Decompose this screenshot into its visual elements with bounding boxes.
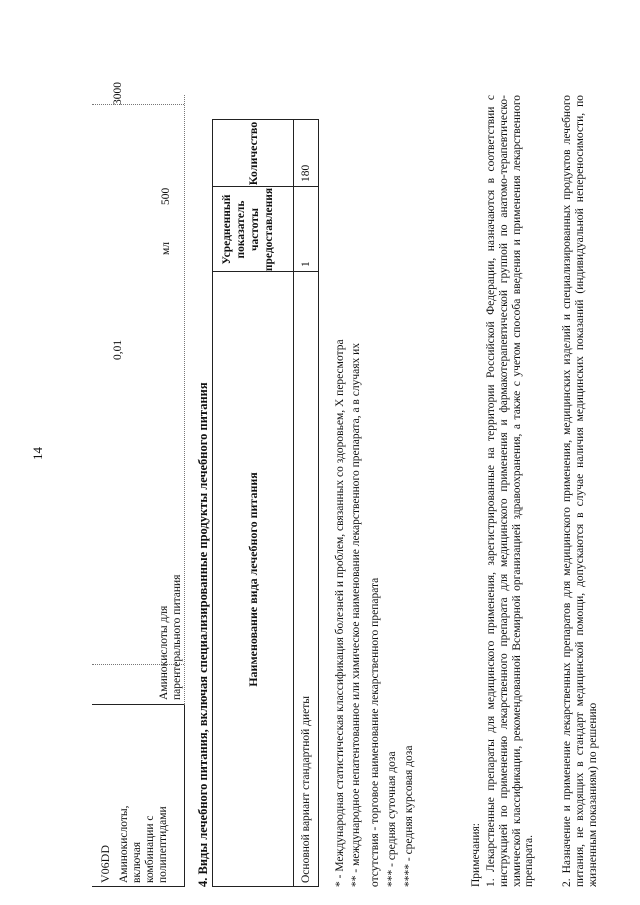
drug-table-dotted-bottom: [184, 95, 185, 705]
nutrition-table-top-border: [212, 119, 213, 887]
atc-code: V06DD: [98, 845, 112, 883]
nutrition-table-header-border: [293, 119, 294, 887]
nutrition-table-bottom-border: [318, 119, 319, 887]
header-food-type-name: Наименование вида лечебного питания: [246, 472, 260, 687]
drug-name-line: парентерального питания: [171, 574, 183, 700]
header-frequency-line: частоты: [249, 207, 261, 252]
nutrition-table-left-border: [212, 886, 319, 887]
row-food-type-name: Основной вариант стандартной диеты: [300, 695, 312, 883]
atc-group-line: полипептидами: [157, 806, 169, 883]
drug-table-bottom-border: [184, 704, 185, 887]
header-frequency: [220, 187, 276, 272]
drug-table-left-border: [92, 886, 184, 887]
atc-group-line: комбинации с: [144, 815, 156, 883]
footnote-course-dose: **** - средняя курсовая доза: [403, 745, 415, 887]
notes-title: Примечания:: [470, 823, 482, 887]
footnote-inn-continued: отсутствия - торговое наименование лекарственного препарата: [369, 577, 381, 887]
footnote-inn: ** - международное непатентованное или химическое наименование лекарственного препарата, а в случаях их: [350, 342, 362, 887]
footnote-daily-dose: *** - средняя суточная доза: [386, 751, 398, 887]
drug-table-divider: [92, 704, 184, 705]
atc-group-line: Аминокислоты,: [118, 805, 130, 883]
footnote-icd: * - Международная статистическая классификация болезней и проблем, связанных со здоровьем, X пересмотра: [334, 339, 346, 887]
row-quantity: 180: [300, 164, 312, 182]
notes-paragraph-1: 1. Лекарственные препараты для медицинского применения, зарегистрированные на территории Российской Федерации, назначаются в соответствии с инструкцией по применению лекарственного препарата для медицинского применения и фармакотерапевтической группой по анатомо-терапевтическо-химической классификации, рекомендованной Всемирной организацией здравоохранения, а также с учетом способа введения и применения лекарственного препарата.: [485, 95, 536, 887]
drug-daily-dose: 500: [160, 187, 172, 205]
notes-paragraph-2: 2. Назначение и применение лекарственных препаратов для медицинского применения, медицинских изделий и специализированных продуктов лечебного питания, не входящих в стандарт медицинской помощи, допускаются в случае наличия медицинских показаний (индивидуальной непереносимости, по жизненным показаниям) по решению: [561, 95, 599, 887]
drug-table-dotted-right: [92, 104, 184, 105]
drug-unit: мл: [160, 241, 172, 255]
drug-frequency: 0,01: [112, 339, 124, 360]
atc-group-line: включая: [131, 841, 143, 883]
nutrition-section-heading: 4. Виды лечебного питания, включая специализированные продукты лечебного питания: [196, 382, 210, 887]
atc-group-name: [118, 806, 170, 883]
drug-name-line: Аминокислоты для: [158, 605, 170, 700]
drug-name: [158, 575, 184, 700]
header-frequency-line: предоставления: [263, 187, 275, 272]
drug-course-dose: 3000: [112, 82, 124, 105]
page-number: 14: [30, 447, 45, 460]
header-frequency-line: показатель: [235, 200, 247, 259]
header-frequency-line: Усредненный: [221, 194, 233, 265]
header-quantity: Количество: [246, 121, 260, 186]
nutrition-table-right-border: [212, 119, 319, 120]
row-frequency: 1: [300, 261, 312, 267]
